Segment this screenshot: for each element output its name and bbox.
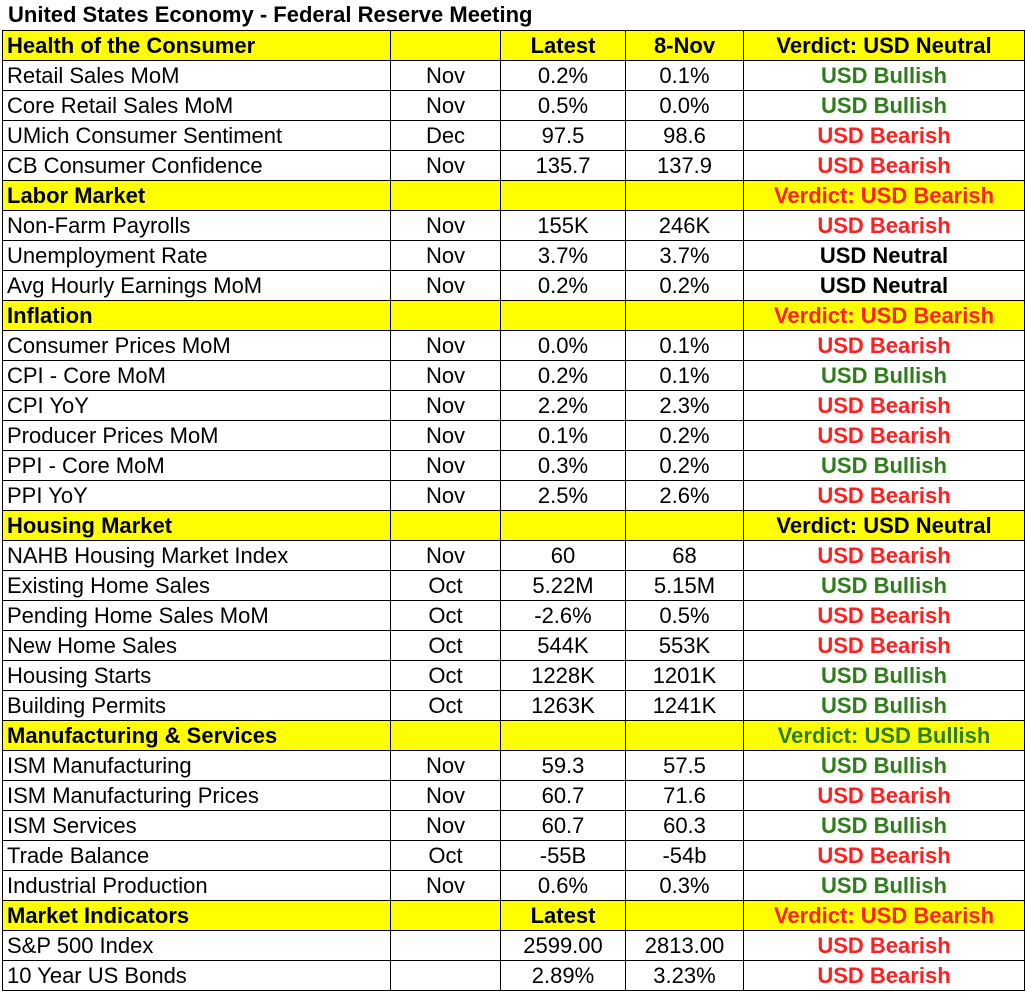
indicator-latest: 0.2%	[501, 271, 626, 301]
indicator-latest: 3.7%	[501, 241, 626, 271]
indicator-label: NAHB Housing Market Index	[3, 541, 391, 571]
indicator-period: Nov	[391, 781, 501, 811]
section-latest-heading	[501, 301, 626, 331]
section-title: Labor Market	[3, 181, 391, 211]
table-row	[3, 121, 1025, 151]
indicator-previous: 3.7%	[626, 241, 744, 271]
indicator-verdict: USD Bearish	[744, 601, 1025, 631]
table-row	[3, 781, 1025, 811]
section-title: Health of the Consumer	[3, 31, 391, 61]
indicator-period: Nov	[391, 541, 501, 571]
indicator-label: ISM Manufacturing	[3, 751, 391, 781]
table-row	[3, 151, 1025, 181]
indicator-previous: 0.0%	[626, 91, 744, 121]
indicator-latest: 2599.00	[501, 931, 626, 961]
indicator-latest: 59.3	[501, 751, 626, 781]
indicator-label: Producer Prices MoM	[3, 421, 391, 451]
indicator-latest: 60.7	[501, 781, 626, 811]
indicator-previous: 2813.00	[626, 931, 744, 961]
table-row	[3, 241, 1025, 271]
indicator-period	[391, 961, 501, 991]
section-header	[3, 511, 1025, 541]
table-row	[3, 661, 1025, 691]
section-title: Manufacturing & Services	[3, 721, 391, 751]
indicator-previous: 0.1%	[626, 331, 744, 361]
section-previous-heading	[626, 301, 744, 331]
section-verdict: Verdict: USD Neutral	[744, 31, 1025, 61]
indicator-verdict: USD Neutral	[744, 271, 1025, 301]
indicator-latest: 155K	[501, 211, 626, 241]
indicator-period: Nov	[391, 241, 501, 271]
table-row	[3, 751, 1025, 781]
indicator-verdict: USD Bearish	[744, 481, 1025, 511]
indicator-verdict: USD Bullish	[744, 91, 1025, 121]
indicator-verdict: USD Bullish	[744, 811, 1025, 841]
section-verdict: Verdict: USD Bearish	[744, 301, 1025, 331]
table-row	[3, 601, 1025, 631]
indicator-label: S&P 500 Index	[3, 931, 391, 961]
indicator-period: Nov	[391, 871, 501, 901]
section-period-blank	[391, 511, 501, 541]
indicator-period: Nov	[391, 361, 501, 391]
table-row	[3, 631, 1025, 661]
indicator-period: Oct	[391, 631, 501, 661]
indicator-label: Retail Sales MoM	[3, 61, 391, 91]
indicator-label: Core Retail Sales MoM	[3, 91, 391, 121]
indicator-period: Nov	[391, 151, 501, 181]
indicator-period: Nov	[391, 421, 501, 451]
indicator-verdict: USD Bearish	[744, 211, 1025, 241]
indicator-label: Building Permits	[3, 691, 391, 721]
table-row	[3, 211, 1025, 241]
indicator-period: Oct	[391, 661, 501, 691]
table-row	[3, 391, 1025, 421]
indicator-verdict: USD Bullish	[744, 361, 1025, 391]
indicator-previous: 1201K	[626, 661, 744, 691]
indicator-verdict: USD Bullish	[744, 661, 1025, 691]
indicator-period: Nov	[391, 391, 501, 421]
indicator-verdict: USD Bearish	[744, 631, 1025, 661]
section-period-blank	[391, 301, 501, 331]
indicator-period: Oct	[391, 571, 501, 601]
table-row	[3, 871, 1025, 901]
indicator-latest: 0.0%	[501, 331, 626, 361]
indicator-period: Nov	[391, 211, 501, 241]
indicator-previous: 2.6%	[626, 481, 744, 511]
section-verdict: Verdict: USD Neutral	[744, 511, 1025, 541]
indicator-verdict: USD Bearish	[744, 781, 1025, 811]
section-title: Housing Market	[3, 511, 391, 541]
indicator-latest: 1263K	[501, 691, 626, 721]
indicator-latest: 0.6%	[501, 871, 626, 901]
section-header	[3, 721, 1025, 751]
indicator-latest: 0.2%	[501, 61, 626, 91]
indicator-verdict: USD Bullish	[744, 871, 1025, 901]
table-row	[3, 481, 1025, 511]
indicator-latest: -55B	[501, 841, 626, 871]
indicator-period: Nov	[391, 481, 501, 511]
indicator-verdict: USD Bearish	[744, 931, 1025, 961]
indicator-latest: 5.22M	[501, 571, 626, 601]
table-row	[3, 571, 1025, 601]
section-verdict: Verdict: USD Bearish	[744, 901, 1025, 931]
indicator-period: Nov	[391, 61, 501, 91]
section-period-blank	[391, 31, 501, 61]
indicator-previous: 3.23%	[626, 961, 744, 991]
indicator-latest: 60.7	[501, 811, 626, 841]
indicator-label: Pending Home Sales MoM	[3, 601, 391, 631]
section-header	[3, 301, 1025, 331]
indicator-label: New Home Sales	[3, 631, 391, 661]
indicator-previous: 0.2%	[626, 421, 744, 451]
indicator-verdict: USD Bearish	[744, 151, 1025, 181]
indicator-latest: 60	[501, 541, 626, 571]
indicator-verdict: USD Neutral	[744, 241, 1025, 271]
indicator-label: Industrial Production	[3, 871, 391, 901]
section-previous-heading	[626, 721, 744, 751]
table-row	[3, 451, 1025, 481]
table-row	[3, 421, 1025, 451]
indicator-label: UMich Consumer Sentiment	[3, 121, 391, 151]
indicator-verdict: USD Bearish	[744, 961, 1025, 991]
indicator-previous: 0.3%	[626, 871, 744, 901]
indicator-label: Consumer Prices MoM	[3, 331, 391, 361]
indicator-latest: 135.7	[501, 151, 626, 181]
indicator-previous: 0.2%	[626, 271, 744, 301]
indicator-previous: 68	[626, 541, 744, 571]
indicator-label: Existing Home Sales	[3, 571, 391, 601]
indicator-previous: 98.6	[626, 121, 744, 151]
indicator-label: 10 Year US Bonds	[3, 961, 391, 991]
indicator-latest: 544K	[501, 631, 626, 661]
indicator-previous: 5.15M	[626, 571, 744, 601]
indicator-label: Housing Starts	[3, 661, 391, 691]
section-latest-heading: Latest	[501, 901, 626, 931]
section-period-blank	[391, 181, 501, 211]
indicator-label: CPI YoY	[3, 391, 391, 421]
table-row	[3, 691, 1025, 721]
indicator-latest: 0.2%	[501, 361, 626, 391]
section-header	[3, 181, 1025, 211]
indicator-verdict: USD Bearish	[744, 121, 1025, 151]
indicator-period: Oct	[391, 601, 501, 631]
indicator-label: Non-Farm Payrolls	[3, 211, 391, 241]
indicator-verdict: USD Bullish	[744, 571, 1025, 601]
indicator-label: CPI - Core MoM	[3, 361, 391, 391]
indicator-label: ISM Manufacturing Prices	[3, 781, 391, 811]
indicator-period: Nov	[391, 271, 501, 301]
indicator-period: Oct	[391, 691, 501, 721]
indicator-period: Oct	[391, 841, 501, 871]
indicator-period: Dec	[391, 121, 501, 151]
indicator-verdict: USD Bearish	[744, 391, 1025, 421]
indicator-period: Nov	[391, 751, 501, 781]
table-row	[3, 931, 1025, 961]
table-row	[3, 961, 1025, 991]
indicator-verdict: USD Bullish	[744, 691, 1025, 721]
indicator-previous: 1241K	[626, 691, 744, 721]
indicator-latest: 2.5%	[501, 481, 626, 511]
economy-table-body	[3, 31, 1025, 991]
indicator-latest: 2.89%	[501, 961, 626, 991]
section-latest-heading	[501, 511, 626, 541]
section-title: Inflation	[3, 301, 391, 331]
indicator-label: CB Consumer Confidence	[3, 151, 391, 181]
indicator-previous: 57.5	[626, 751, 744, 781]
section-latest-heading	[501, 181, 626, 211]
indicator-verdict: USD Bearish	[744, 841, 1025, 871]
indicator-verdict: USD Bearish	[744, 331, 1025, 361]
indicator-previous: 0.1%	[626, 361, 744, 391]
indicator-previous: -54b	[626, 841, 744, 871]
indicator-previous: 0.1%	[626, 61, 744, 91]
table-row	[3, 271, 1025, 301]
table-row	[3, 811, 1025, 841]
indicator-latest: 2.2%	[501, 391, 626, 421]
indicator-previous: 0.2%	[626, 451, 744, 481]
indicator-previous: 246K	[626, 211, 744, 241]
indicator-period: Nov	[391, 91, 501, 121]
indicator-period: Nov	[391, 451, 501, 481]
section-previous-heading	[626, 511, 744, 541]
section-latest-heading	[501, 721, 626, 751]
indicator-previous: 137.9	[626, 151, 744, 181]
indicator-previous: 60.3	[626, 811, 744, 841]
indicator-label: ISM Services	[3, 811, 391, 841]
indicator-label: Avg Hourly Earnings MoM	[3, 271, 391, 301]
indicator-latest: 0.1%	[501, 421, 626, 451]
indicator-verdict: USD Bearish	[744, 541, 1025, 571]
section-period-blank	[391, 721, 501, 751]
indicator-latest: 97.5	[501, 121, 626, 151]
indicator-label: PPI YoY	[3, 481, 391, 511]
indicator-latest: 0.3%	[501, 451, 626, 481]
economy-table	[2, 30, 1025, 991]
table-row	[3, 541, 1025, 571]
section-header	[3, 31, 1025, 61]
indicator-verdict: USD Bullish	[744, 61, 1025, 91]
section-latest-heading: Latest	[501, 31, 626, 61]
indicator-previous: 553K	[626, 631, 744, 661]
section-previous-heading: 8-Nov	[626, 31, 744, 61]
indicator-period	[391, 931, 501, 961]
section-header	[3, 901, 1025, 931]
indicator-previous: 2.3%	[626, 391, 744, 421]
indicator-previous: 0.5%	[626, 601, 744, 631]
indicator-label: Trade Balance	[3, 841, 391, 871]
indicator-latest: 1228K	[501, 661, 626, 691]
section-previous-heading	[626, 181, 744, 211]
page-title: United States Economy - Federal Reserve Meeting	[8, 2, 533, 27]
indicator-verdict: USD Bearish	[744, 421, 1025, 451]
section-verdict: Verdict: USD Bearish	[744, 181, 1025, 211]
indicator-period: Nov	[391, 331, 501, 361]
indicator-latest: 0.5%	[501, 91, 626, 121]
section-previous-heading	[626, 901, 744, 931]
table-row	[3, 331, 1025, 361]
indicator-label: PPI - Core MoM	[3, 451, 391, 481]
section-title: Market Indicators	[3, 901, 391, 931]
indicator-verdict: USD Bullish	[744, 451, 1025, 481]
table-row	[3, 61, 1025, 91]
table-row	[3, 91, 1025, 121]
table-row	[3, 841, 1025, 871]
section-verdict: Verdict: USD Bullish	[744, 721, 1025, 751]
indicator-period: Nov	[391, 811, 501, 841]
indicator-latest: -2.6%	[501, 601, 626, 631]
indicator-label: Unemployment Rate	[3, 241, 391, 271]
indicator-previous: 71.6	[626, 781, 744, 811]
section-period-blank	[391, 901, 501, 931]
table-row	[3, 361, 1025, 391]
indicator-verdict: USD Bullish	[744, 751, 1025, 781]
